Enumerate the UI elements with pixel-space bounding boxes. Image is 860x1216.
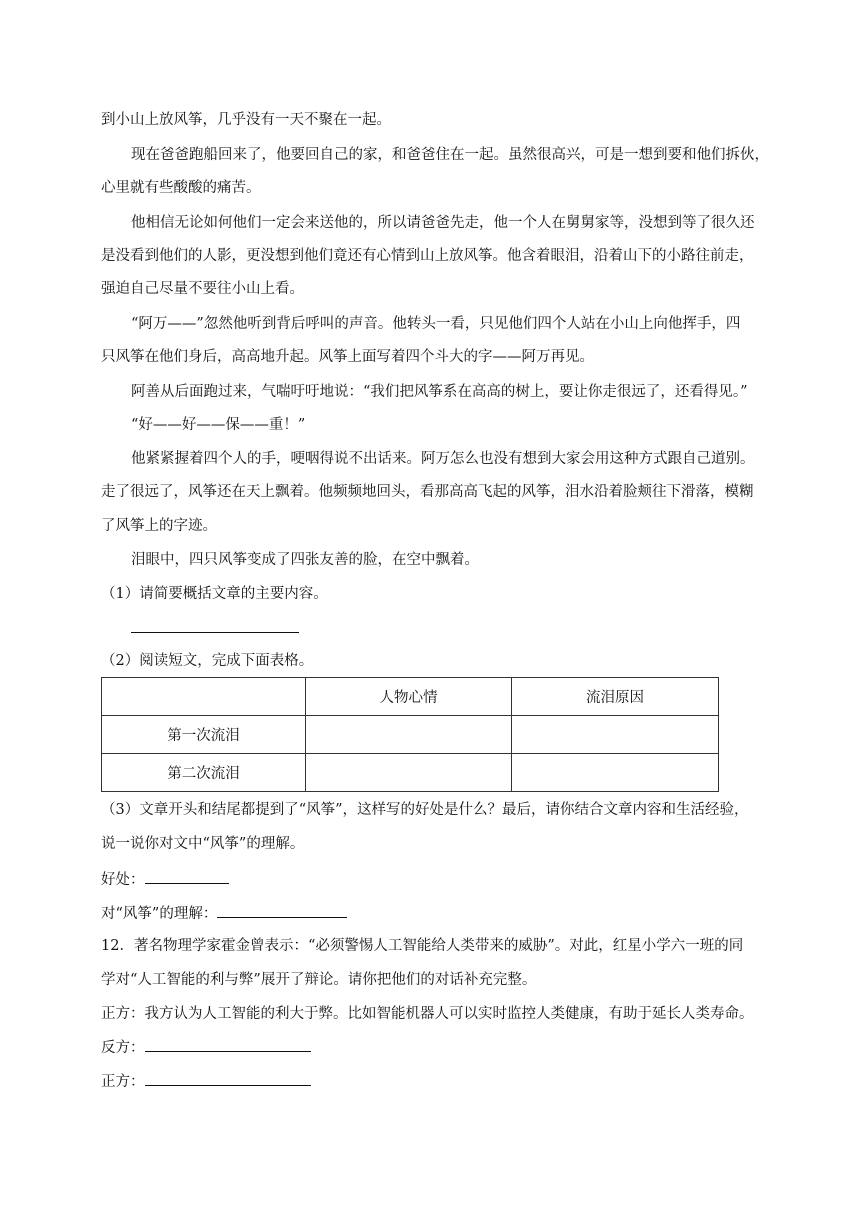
passage-line: 他紧紧握着四个人的手，哽咽得说不出话来。阿万怎么也没有想到大家会用这种方式跟自己道别。 — [131, 451, 755, 467]
passage-line: “好——好——保——重！” — [131, 417, 306, 433]
passage-line: 现在爸爸跑船回来了，他要回自己的家，和爸爸住在一起。虽然很高兴，可是一想到要和他们拆伙， — [131, 147, 769, 163]
question-3-line: 说一说你对文中“风筝”的理解。 — [101, 836, 305, 852]
table-row-label: 第一次流泪 — [102, 716, 306, 754]
question-2: （2）阅读短文，完成下面表格。 — [101, 653, 314, 669]
table-answer-cell[interactable] — [306, 754, 512, 792]
passage-line: 了风筝上的字迹。 — [101, 518, 217, 534]
question-12-line: 12．著名物理学家霍金曾表示：“必须警惕人工智能给人类带来的威胁”。对此，红星小学六一班的同 — [101, 938, 744, 954]
passage-line: 是没看到他们的人影，更没想到他们竟还有心情到山上放风筝。他含着眼泪，沿着山下的小路往前走， — [101, 248, 754, 264]
passage-line: “阿万——”忽然他听到背后呼叫的声音。他转头一看，只见他们四个人站在小山上向他挥手，四 — [131, 316, 741, 332]
passage-line: 心里就有些酸酸的痛苦。 — [101, 180, 261, 196]
table-row — [102, 754, 719, 792]
passage-line: 只风筝在他们身后，高高地升起。风筝上面写着四个斗大的字——阿万再见。 — [101, 349, 594, 365]
passage-line: 阿善从后面跑过来，气喘吁吁地说：“我们把风筝系在高高的树上，要让你走很远了，还看得见。” — [131, 384, 748, 400]
pro-label: 正方： — [101, 1074, 145, 1090]
table-header-row — [102, 678, 719, 716]
passage-line: 强迫自己尽量不要往小山上看。 — [101, 281, 304, 297]
table-header-cell: 流泪原因 — [512, 678, 719, 716]
passage-line: 走了很远了，风筝还在天上飘着。他频频地回头，看那高高飞起的风筝，泪水沿着脸颊往下滑落，模糊 — [101, 484, 754, 500]
answer-blank-understanding[interactable] — [217, 903, 347, 918]
pro-row — [101, 1071, 781, 1092]
answer-blank-benefit[interactable] — [145, 869, 229, 884]
table-header-cell — [102, 678, 306, 716]
answer-blank-pro[interactable] — [145, 1071, 311, 1086]
answer-blank-q1[interactable] — [131, 632, 299, 633]
benefit-label: 好处： — [101, 872, 145, 888]
con-row — [101, 1037, 781, 1058]
table-row-label: 第二次流泪 — [102, 754, 306, 792]
passage-line: 他相信无论如何他们一定会来送他的，所以请爸爸先走，他一个人在舅舅家等，没想到等了很久还 — [131, 215, 755, 231]
table-row — [102, 716, 719, 754]
question-1: （1）请简要概括文章的主要内容。 — [101, 586, 328, 602]
understanding-row — [101, 903, 781, 924]
benefit-row — [101, 869, 781, 890]
answer-blank-con[interactable] — [145, 1037, 311, 1052]
pro-statement: 正方：我方认为人工智能的利大于弊。比如智能机器人可以实时监控人类健康，有助于延长人类寿命。 — [101, 1006, 754, 1022]
table-answer-cell[interactable] — [512, 716, 719, 754]
question-3-line: （3）文章开头和结尾都提到了“风筝”，这样写的好处是什么？最后，请你结合文章内容和生活经验， — [101, 802, 749, 818]
table-header-cell: 人物心情 — [306, 678, 512, 716]
table-answer-cell[interactable] — [512, 754, 719, 792]
understanding-label: 对“风筝”的理解： — [101, 906, 218, 922]
table-answer-cell[interactable] — [306, 716, 512, 754]
question-12-line: 学对“人工智能的利与弊”展开了辩论。请你把他们的对话补充完整。 — [101, 972, 537, 988]
answer-table — [101, 677, 719, 792]
con-label: 反方： — [101, 1040, 145, 1056]
passage-line: 泪眼中，四只风筝变成了四张友善的脸，在空中飘着。 — [131, 552, 479, 568]
passage-line: 到小山上放风筝，几乎没有一天不聚在一起。 — [101, 112, 391, 128]
